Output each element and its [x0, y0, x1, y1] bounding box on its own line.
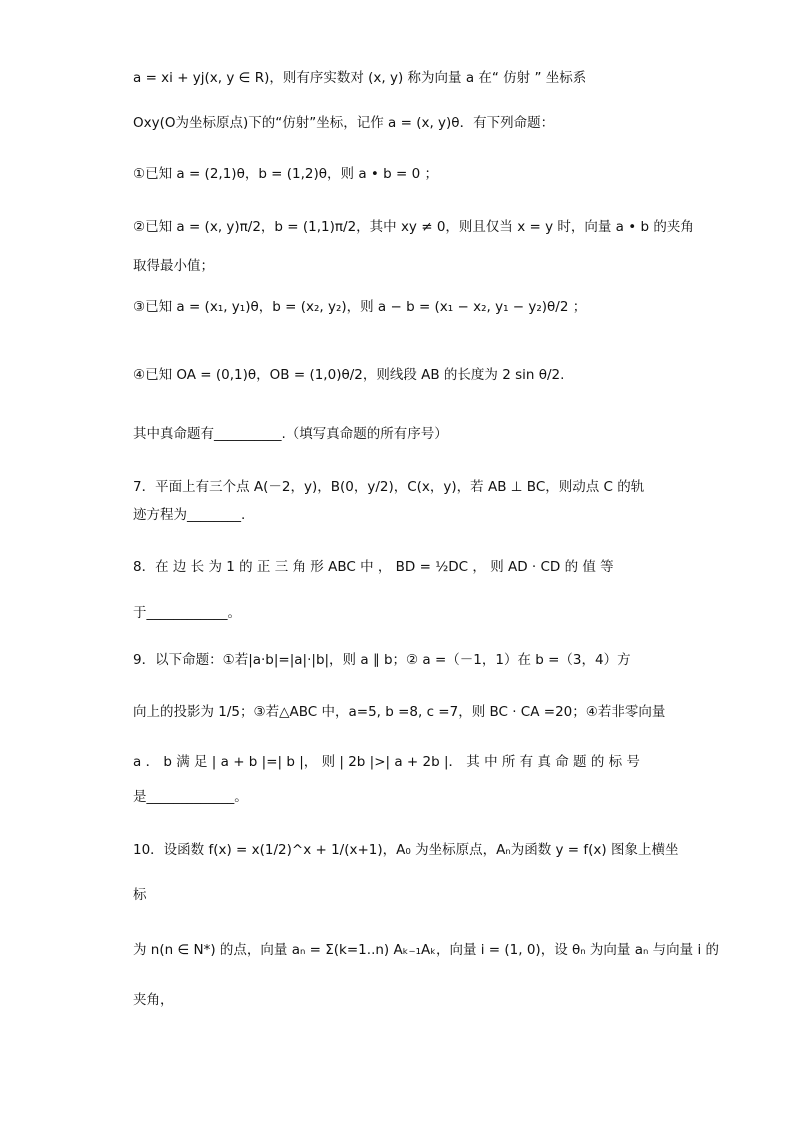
text-line-2: Oxy(O为坐标原点)下的“仿射”坐标，记作 a = (x, y)θ．有下列命题：	[133, 115, 555, 131]
question-10-line-2: 标	[133, 887, 147, 903]
question-8-cont: 于____________。	[133, 605, 241, 621]
question-7: 7．平面上有三个点 A(－2，y)，B(0，y/2)，C(x，y)，若 AB ⊥ BC，则动点 C 的轨	[133, 479, 645, 495]
proposition-1: ①已知 a = (2,1)θ，b = (1,2)θ，则 a • b = 0 ；	[133, 166, 439, 182]
proposition-2-cont: 取得最小值；	[133, 258, 214, 274]
question-8: 8．在 边 长 为 1 的 正 三 角 形 ABC 中 ， BD = ½DC ， 则 AD · CD 的 值 等	[133, 559, 614, 575]
question-9-line-2: 向上的投影为 1/5；③若△ABC 中，a=5, b =8, c =7，则 BC · CA =20；④若非零向量	[133, 704, 666, 720]
question-10-line-4: 夹角，	[133, 992, 174, 1008]
proposition-4: ④已知 OA = (0,1)θ，OB = (1,0)θ/2，则线段 AB 的长度为 2 sin θ/2.	[133, 367, 565, 383]
question-9-line-4: 是_____________。	[133, 789, 248, 805]
question-9: 9．以下命题：①若|a·b|=|a|·|b|，则 a ∥ b；② a =（－1，1）在 b =（3，4）方	[133, 652, 631, 668]
question-9-line-3: a ． b 满 足 | a + b |=| b |， 则 | 2b |>| a + 2b |． 其 中 所 有 真 命 题 的 标 号	[133, 754, 640, 770]
question-10-line-3: 为 n(n ∈ N*) 的点，向量 aₙ = Σ(k=1..n) Aₖ₋₁Aₖ，向量 i = (1, 0)，设 θₙ 为向量 aₙ 与向量 i 的	[133, 942, 719, 958]
question-10: 10．设函数 f(x) = x(1/2)^x + 1/(x+1)，A₀ 为坐标原点，Aₙ为函数 y = f(x) 图象上横坐	[133, 842, 679, 858]
text-line-1: a = xi + yj(x, y ∈ R)，则有序实数对 (x, y) 称为向量 a 在“ 仿射 ” 坐标系	[133, 70, 587, 86]
proposition-2: ②已知 a = (x, y)π/2，b = (1,1)π/2，其中 xy ≠ 0，则且仅当 x = y 时，向量 a • b 的夹角	[133, 219, 694, 235]
proposition-3: ③已知 a = (x₁, y₁)θ，b = (x₂, y₂)，则 a − b = (x₁ − x₂, y₁ − y₂)θ/2 ；	[133, 299, 587, 315]
question-7-cont: 迹方程为________.	[133, 507, 246, 523]
answer-prompt-6: 其中真命题有__________.（填写真命题的所有序号）	[133, 426, 448, 442]
